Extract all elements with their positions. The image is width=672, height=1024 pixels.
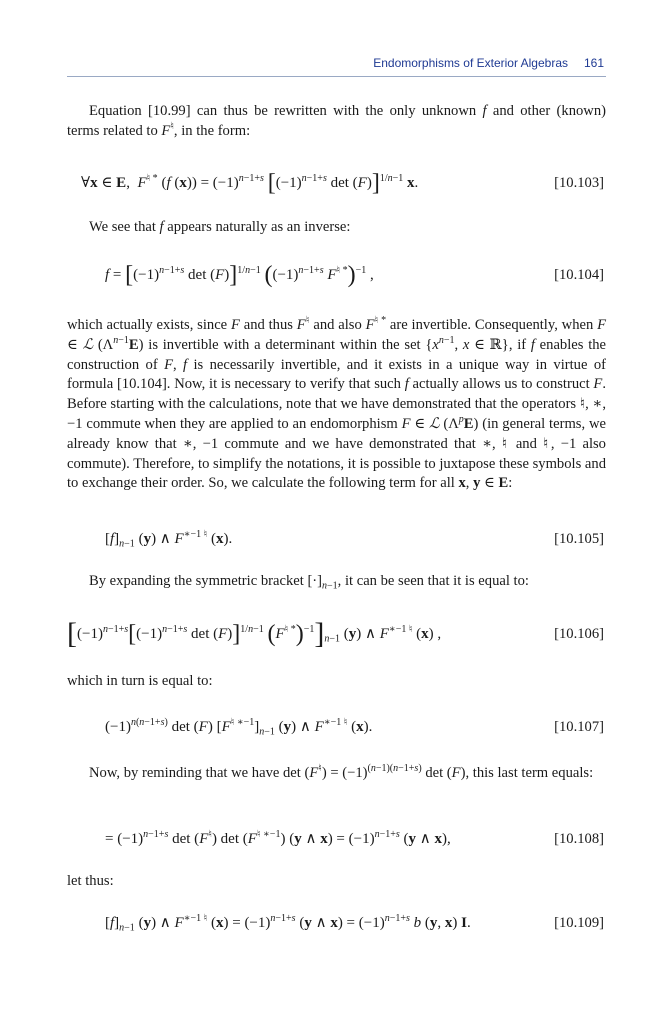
equation-number: [10.106] <box>554 626 604 642</box>
paragraph-7: let thus: <box>67 873 114 889</box>
running-header-title: Endomorphisms of Exterior Algebras <box>373 56 568 70</box>
equation-number: [10.105] <box>554 531 604 547</box>
equation-number: [10.109] <box>554 915 604 931</box>
equation-number: [10.104] <box>554 267 604 283</box>
paragraph-5: which in turn is equal to: <box>67 673 213 689</box>
running-header <box>67 54 606 77</box>
paragraph-4: By expanding the symmetric bracket $[\cdot]_{n-1}$, it can be seen that it is equal to: <box>89 573 529 592</box>
equation-10-109: $[f]_{n-1}$ (y) ∧ $F^{∗-1 ♮}$ $(x) = (-1)^{n-1+s}$ (y ∧ $x) = (-1)^{n-1+s}$ b (y, x) I. [10.109] <box>67 906 606 940</box>
paragraph-3: which actually exists, since F and thus F♮ and also F♮ * are invertible. Consequently, when F ∈ ℒ $(\Lambda^{n-1}E)$ is invertible with a determinant within the set {$x^{n-1}$, x ∈ ℝ}, if f enables the construction of F, f is necessarily invertible, and it exists in a unique way in virtue of formula [10.104]. Now, it is necessary to verify that such f actually allows us to construct F. Before starting with the calculations, note that we have demonstrated that the operators ♮, ∗, −1 commute when they are applied to an endomorphism F ∈ ℒ $(\Lambda^pE)$ (in general terms, we already know that ∗, −1 commute and we have demonstrated that ∗, ♮ and ♮, −1 also commute). Therefore, to simplify the notations, it is possible to juxtapose these symbols and to exchange their order. So, we calculate the following term for all x, y ∈ E: <box>67 315 607 492</box>
paragraph-1: Equation [10.99] can thus be rewritten with the only unknown f and other (known) terms related to F♮, in the form: <box>67 103 607 139</box>
equation-number: [10.107] <box>554 719 604 735</box>
equation-number: [10.108] <box>554 831 604 847</box>
equation-10-108: = $(-1)^{n-1+s}$ det (F♮) $\det (F^{♮ ∗-1})$ (y ∧ $x) = (-1)^{n-1+s}$ (y ∧ x), [10.108] <box>67 822 606 856</box>
paragraph-2: We see that f appears naturally as an inverse: <box>89 219 351 235</box>
equation-10-106: [$(-1)^{n-1+s}[(-1)^{n-1+s}$ det (F)]$^{1/n-1}$ $(F^{♮ *})^{-1}]_{n-1}$ (y) ∧ $F^{∗-1 ♮}$ (x) , [10.106] <box>67 614 606 654</box>
equation-10-104: $f = [(-1)^{n-1+s}$ det (F)]$^{1/n-1}$ ($(-1)^{n-1+s}$ F♮ *)$^{-1}$ , [10.104] <box>67 258 606 292</box>
equation-10-105: $[f]_{n-1}$ (y) ∧ $F^{∗-1 ♮}$ (x). [10.105] <box>67 522 606 556</box>
equation-10-107: $(-1)^{n(n-1+s)}$ det (F) $[F^{♮ ∗-1}]_{n-1}$ (y) ∧ $F^{∗-1 ♮}$ (x). [10.107] <box>67 710 606 744</box>
equation-number: [10.103] <box>554 175 604 191</box>
equation-10-103: ∀x ∈ E, F♮ * (f $(x)) = (-1)^{n-1+s}$ [$(-1)^{n-1+s}$ det (F)]$^{1/n-1}$ x. [10.103] <box>67 166 606 200</box>
paragraph-6: Now, by reminding that we have $\det (F^♮) = (-1)^{(n-1)(n-1+s)}$ det (F), this last term equals: <box>89 763 594 781</box>
page-number: 161 <box>583 56 604 70</box>
